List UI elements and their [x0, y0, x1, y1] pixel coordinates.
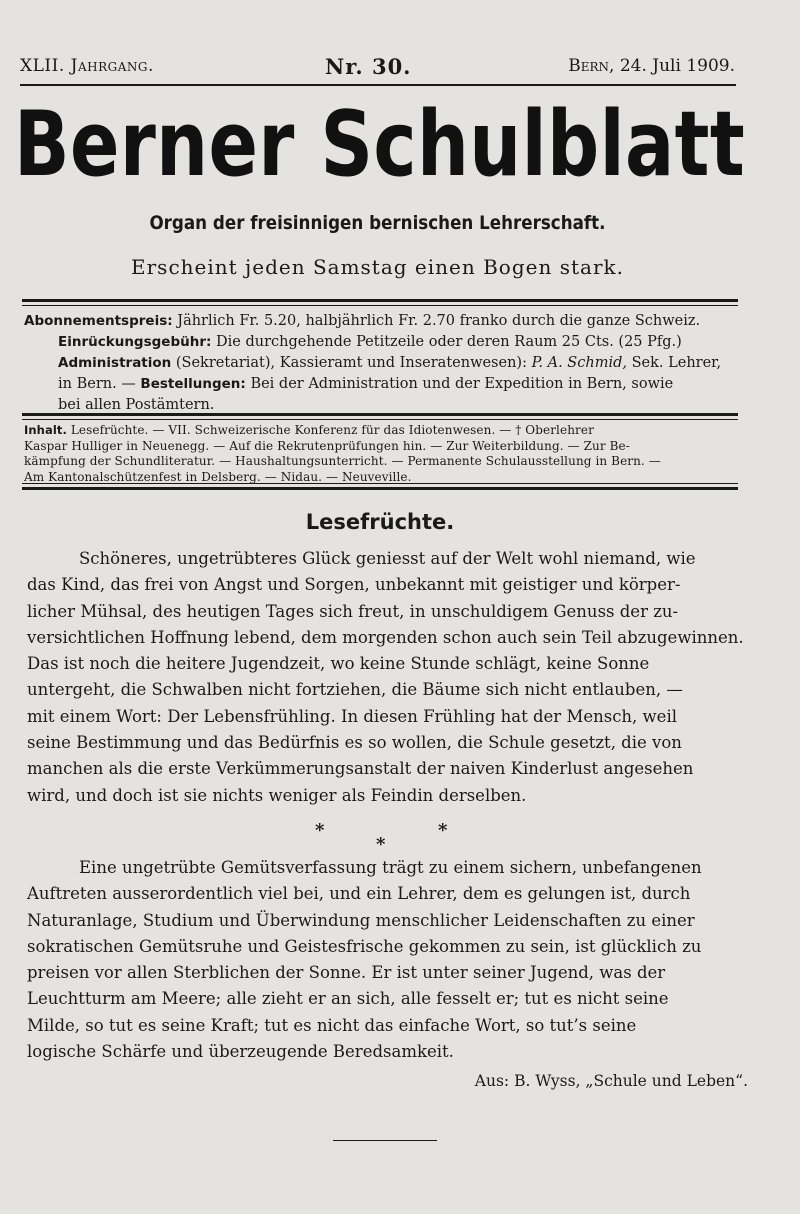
asterism-star: *	[376, 834, 386, 855]
end-rule	[333, 1140, 437, 1141]
orders-row-cont: bei allen Postämtern.	[58, 397, 215, 413]
place: Bern,	[568, 56, 615, 76]
fee-label: Einrückungsgebühr:	[58, 334, 212, 350]
contents-label: Inhalt.	[24, 423, 67, 437]
contents-line: Am Kantonalschützenfest in Delsberg. — Nidau. — Neuveville.	[24, 469, 412, 484]
tagline: Erscheint jeden Samstag einen Bogen stark.	[131, 255, 624, 279]
subscription-text: Jährlich Fr. 5.20, halbjährlich Fr. 2.70 franko durch die ganze Schweiz.	[177, 313, 701, 329]
administration-tail: Sek. Lehrer,	[631, 355, 722, 371]
orders-label: Bestellungen:	[140, 376, 246, 392]
contents-text: Lesefrüchte. — VII. Schweizerische Konferenz für das Idiotenwesen. — † Oberlehrer	[70, 423, 594, 437]
paragraph-line: das Kind, das frei von Angst und Sorgen, unbekannt mit geistiger und körper-	[27, 575, 681, 595]
orders-row	[24, 374, 738, 395]
place-date	[568, 56, 735, 76]
contents-rule-top-thick	[22, 413, 738, 416]
paragraph-line: logische Schärfe und überzeugende Beredsamkeit.	[27, 1042, 454, 1062]
paragraph-line: Schöneres, ungetrübteres Glück geniesst auf der Welt wohl niemand, wie	[79, 549, 696, 568]
fee-text: Die durchgehende Petitzeile oder deren Raum 25 Cts. (25 Pfg.)	[216, 334, 682, 350]
paragraph-line: sokratischen Gemütsruhe und Geistesfrische gekommen zu sein, ist glücklich zu	[27, 936, 702, 956]
asterism-star: *	[315, 820, 325, 841]
newspaper-title: Berner Schulblatt	[14, 92, 746, 197]
contents-line: kämpfung der Schundliteratur. — Haushaltungsunterricht. — Permanente Schulausstellung in Bern. —	[24, 454, 661, 468]
contents-rule-bottom-thin	[22, 483, 738, 484]
issue-number: Nr. 30.	[325, 54, 412, 79]
article-paragraph-1	[27, 546, 744, 809]
orders-text: Bei der Administration und der Expedition in Bern, sowie	[250, 376, 674, 392]
paragraph-line: preisen vor allen Sterblichen der Sonne. Er ist unter seiner Jugend, was der	[27, 963, 666, 983]
subscription-label: Abonnementspreis:	[24, 313, 173, 329]
administration-text: (Sekretariat), Kassieramt und Inseratenwesen):	[175, 355, 527, 371]
quote-source: Aus: B. Wyss, „Schule und Leben“.	[474, 1072, 748, 1090]
paragraph-line: Das ist noch die heitere Jugendzeit, wo keine Stunde schlägt, keine Sonne	[27, 654, 650, 674]
administration-name: P. A. Schmid,	[531, 355, 627, 371]
paragraph-line: wird, und doch ist sie nichts weniger als Feindin derselben.	[27, 785, 527, 805]
paragraph-line: Eine ungetrübte Gemütsverfassung trägt zu einem sichern, unbefangenen	[79, 858, 702, 877]
fee-row	[24, 332, 738, 353]
subscription-row	[24, 311, 738, 332]
article-paragraph-2	[27, 855, 740, 1065]
contents-line: Kaspar Hulliger in Neuenegg. — Auf die Rekrutenprüfungen hin. — Zur Weiterbildung. — Zur Be-	[24, 438, 630, 453]
administration-label: Administration	[58, 355, 172, 371]
paragraph-line: seine Bestimmung und das Bedürfnis es so wollen, die Schule gesetzt, die von	[27, 733, 682, 753]
paragraph-line: Leuchtturm am Meere; alle zieht er an sich, alle fesselt er; tut es nicht seine	[27, 989, 669, 1009]
contents-rule-top-thin	[22, 419, 738, 420]
paragraph-line: manchen als die erste Verkümmerungsanstalt der naiven Kinderlust angesehen	[27, 759, 694, 779]
paragraph-line: versichtlichen Hoffnung lebend, dem morgenden schon auch sein Teil abzugewinnen.	[27, 627, 744, 647]
paragraph-line: Naturanlage, Studium und Überwindung menschlicher Leidenschaften zu einer	[27, 910, 695, 930]
masthead-rule	[20, 84, 736, 86]
paragraph-line: mit einem Wort: Der Lebensfrühling. In diesen Frühling hat der Mensch, weil	[27, 706, 677, 726]
paragraph-line: Milde, so tut es seine Kraft; tut es nicht das einfache Wort, so tut’s seine	[27, 1015, 637, 1035]
volume-label: XLII. Jahrgang.	[20, 56, 154, 76]
administration-location: in Bern. —	[58, 376, 136, 392]
paragraph-line: licher Mühsal, des heutigen Tages sich freut, in unschuldigem Genuss der zu-	[27, 601, 679, 621]
administration-row	[24, 353, 738, 374]
masthead-line	[20, 56, 735, 82]
contents-line	[24, 423, 738, 439]
date: 24. Juli 1909.	[619, 56, 735, 76]
info-rule-top-thick	[22, 299, 738, 302]
subscription-info	[24, 311, 738, 416]
subtitle: Organ der freisinnigen bernischen Lehrerschaft.	[149, 212, 606, 234]
article-heading: Lesefrüchte.	[305, 510, 455, 534]
info-rule-top-thin	[22, 305, 738, 306]
asterism-star: *	[438, 820, 448, 841]
contents-rule-bottom-thick	[22, 487, 738, 490]
paragraph-line: untergeht, die Schwalben nicht fortziehen, die Bäume sich nicht entlauben, —	[27, 680, 683, 700]
paragraph-line: Auftreten ausserordentlich viel bei, und ein Lehrer, dem es gelungen ist, durch	[27, 884, 691, 904]
table-of-contents	[24, 423, 738, 485]
